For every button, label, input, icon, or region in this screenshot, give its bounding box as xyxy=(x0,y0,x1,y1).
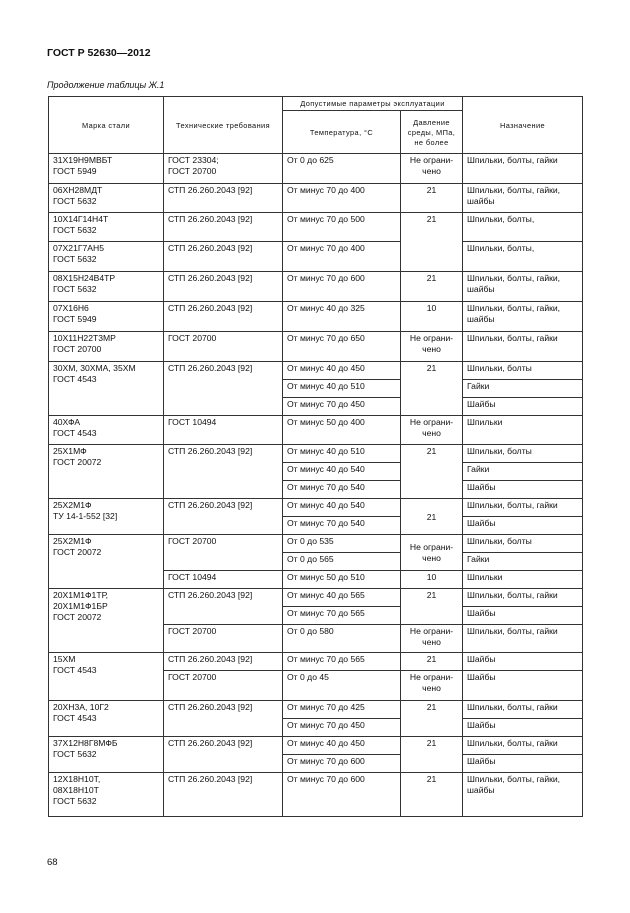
cell-temp: От 0 до 625 xyxy=(283,154,401,184)
cell-pressure: 21 xyxy=(401,499,463,535)
cell-purpose: Шайбы xyxy=(463,653,583,671)
cell-temp: От минус 70 до 565 xyxy=(283,607,401,625)
cell-pressure: 21 xyxy=(401,773,463,817)
cell-purpose: Шпильки, болты, гайки xyxy=(463,499,583,517)
cell-tech: ГОСТ 10494 xyxy=(164,571,283,589)
cell-tech: СТП 26.260.2043 [92] xyxy=(164,701,283,737)
cell-pressure: Не ограни- чено xyxy=(401,416,463,445)
cell-purpose: Шпильки, болты, гайки xyxy=(463,589,583,607)
cell-tech: СТП 26.260.2043 [92] xyxy=(164,589,283,625)
cell-purpose: Шпильки, болты, гайки xyxy=(463,701,583,719)
table-caption: Продолжение таблицы Ж.1 xyxy=(47,80,165,90)
cell-temp: От минус 70 до 600 xyxy=(283,755,401,773)
cell-temp: От минус 70 до 450 xyxy=(283,719,401,737)
cell-tech: СТП 26.260.2043 [92] xyxy=(164,242,283,272)
cell-purpose: Шпильки, болты, гайки xyxy=(463,154,583,184)
cell-temp: От минус 40 до 325 xyxy=(283,302,401,332)
cell-pressure: Не ограни- чено xyxy=(401,154,463,184)
cell-steel: 20ХН3А, 10Г2 ГОСТ 4543 xyxy=(49,701,164,737)
cell-pressure: 21 xyxy=(401,272,463,302)
steel-parameters-table xyxy=(48,96,583,817)
cell-purpose: Шайбы xyxy=(463,607,583,625)
cell-temp: От минус 70 до 450 xyxy=(283,398,401,416)
cell-temp: От минус 40 до 510 xyxy=(283,445,401,463)
cell-pressure: 21 xyxy=(401,701,463,737)
cell-pressure: 21 xyxy=(401,184,463,213)
cell-purpose: Шпильки xyxy=(463,571,583,589)
cell-steel: 20Х1М1Ф1ТР, 20Х1М1Ф1БР ГОСТ 20072 xyxy=(49,589,164,653)
cell-tech: СТП 26.260.2043 [92] xyxy=(164,213,283,242)
header-purpose: Назначение xyxy=(463,97,583,154)
cell-temp: От 0 до 580 xyxy=(283,625,401,653)
cell-temp: От минус 50 до 510 xyxy=(283,571,401,589)
cell-steel: 30ХМ, 30ХМА, 35ХМ ГОСТ 4543 xyxy=(49,362,164,416)
cell-purpose: Шпильки, болты, гайки xyxy=(463,737,583,755)
cell-temp: От минус 50 до 400 xyxy=(283,416,401,445)
cell-temp: От минус 70 до 540 xyxy=(283,481,401,499)
cell-purpose: Шайбы xyxy=(463,398,583,416)
cell-purpose: Шпильки, болты, гайки, шайбы xyxy=(463,302,583,332)
cell-purpose: Шайбы xyxy=(463,481,583,499)
cell-pressure: 10 xyxy=(401,571,463,589)
cell-tech: ГОСТ 23304; ГОСТ 20700 xyxy=(164,154,283,184)
cell-steel: 15ХМ ГОСТ 4543 xyxy=(49,653,164,701)
cell-temp: От минус 70 до 425 xyxy=(283,701,401,719)
cell-purpose: Шпильки, болты, гайки xyxy=(463,625,583,653)
cell-purpose: Шпильки, болты, гайки, шайбы xyxy=(463,773,583,817)
cell-steel: 07Х21Г7АН5 ГОСТ 5632 xyxy=(49,242,164,272)
cell-pressure: 21 xyxy=(401,445,463,499)
cell-temp: От 0 до 535 xyxy=(283,535,401,553)
cell-tech: СТП 26.260.2043 [92] xyxy=(164,499,283,535)
document-header: ГОСТ Р 52630—2012 xyxy=(47,47,151,59)
cell-pressure: 21 xyxy=(401,589,463,625)
cell-temp: От минус 70 до 540 xyxy=(283,517,401,535)
cell-steel: 10Х11Н22Т3МР ГОСТ 20700 xyxy=(49,332,164,362)
cell-pressure: Не ограни- чено xyxy=(401,535,463,571)
cell-pressure: Не ограни- чено xyxy=(401,625,463,653)
cell-tech: СТП 26.260.2043 [92] xyxy=(164,737,283,773)
cell-temp: От 0 до 45 xyxy=(283,671,401,701)
cell-steel: 07Х16Н6 ГОСТ 5949 xyxy=(49,302,164,332)
cell-temp: От минус 70 до 600 xyxy=(283,272,401,302)
cell-steel: 37Х12Н8Г8МФБ ГОСТ 5632 xyxy=(49,737,164,773)
cell-pressure: 21 xyxy=(401,362,463,416)
cell-steel: 12Х18Н10Т, 08Х18Н10Т ГОСТ 5632 xyxy=(49,773,164,817)
cell-purpose: Гайки xyxy=(463,463,583,481)
cell-temp: От минус 40 до 510 xyxy=(283,380,401,398)
cell-tech: ГОСТ 20700 xyxy=(164,332,283,362)
cell-tech: СТП 26.260.2043 [92] xyxy=(164,773,283,817)
cell-purpose: Шпильки, болты xyxy=(463,445,583,463)
cell-purpose: Шпильки, болты, гайки, шайбы xyxy=(463,272,583,302)
cell-purpose: Шпильки xyxy=(463,416,583,445)
cell-purpose: Шпильки, болты, xyxy=(463,242,583,272)
cell-temp: От минус 70 до 565 xyxy=(283,653,401,671)
cell-steel: 25Х2М1Ф ТУ 14-1-552 [32] xyxy=(49,499,164,535)
header-pressure: Давление среды, МПа, не более xyxy=(401,111,463,154)
cell-purpose: Шпильки, болты, гайки xyxy=(463,332,583,362)
cell-tech: СТП 26.260.2043 [92] xyxy=(164,445,283,499)
cell-temp: От минус 70 до 400 xyxy=(283,242,401,272)
cell-purpose: Гайки xyxy=(463,553,583,571)
cell-tech: ГОСТ 20700 xyxy=(164,671,283,701)
cell-tech: СТП 26.260.2043 [92] xyxy=(164,184,283,213)
cell-temp: От минус 40 до 540 xyxy=(283,463,401,481)
cell-purpose: Шпильки, болты, xyxy=(463,213,583,242)
cell-steel: 10Х14Г14Н4Т ГОСТ 5632 xyxy=(49,213,164,242)
cell-temp: От минус 40 до 450 xyxy=(283,362,401,380)
cell-steel: 40ХФА ГОСТ 4543 xyxy=(49,416,164,445)
cell-temp: От минус 40 до 540 xyxy=(283,499,401,517)
header-temperature: Температура, °С xyxy=(283,111,401,154)
cell-steel: 08Х15Н24В4ТР ГОСТ 5632 xyxy=(49,272,164,302)
cell-temp: От 0 до 565 xyxy=(283,553,401,571)
cell-purpose: Шайбы xyxy=(463,719,583,737)
cell-tech: СТП 26.260.2043 [92] xyxy=(164,302,283,332)
cell-purpose: Шайбы xyxy=(463,755,583,773)
cell-tech: ГОСТ 20700 xyxy=(164,625,283,653)
cell-tech: СТП 26.260.2043 [92] xyxy=(164,653,283,671)
cell-temp: От минус 70 до 400 xyxy=(283,184,401,213)
cell-steel: 25Х2М1Ф ГОСТ 20072 xyxy=(49,535,164,589)
cell-tech: СТП 26.260.2043 [92] xyxy=(164,272,283,302)
cell-pressure: Не ограни- чено xyxy=(401,332,463,362)
page-number: 68 xyxy=(47,857,58,868)
cell-pressure: 21 xyxy=(401,213,463,272)
cell-purpose: Гайки xyxy=(463,380,583,398)
cell-pressure: 10 xyxy=(401,302,463,332)
header-steel-grade: Марка стали xyxy=(49,97,164,154)
cell-steel: 25Х1МФ ГОСТ 20072 xyxy=(49,445,164,499)
cell-steel: 06ХН28МДТ ГОСТ 5632 xyxy=(49,184,164,213)
header-tech-requirements: Технические требования xyxy=(164,97,283,154)
cell-purpose: Шайбы xyxy=(463,517,583,535)
cell-tech: ГОСТ 10494 xyxy=(164,416,283,445)
cell-temp: От минус 70 до 650 xyxy=(283,332,401,362)
cell-steel: 31Х19Н9МВБТ ГОСТ 5949 xyxy=(49,154,164,184)
cell-pressure: 21 xyxy=(401,653,463,671)
cell-tech: ГОСТ 20700 xyxy=(164,535,283,571)
cell-pressure: 21 xyxy=(401,737,463,773)
cell-purpose: Шайбы xyxy=(463,671,583,701)
cell-tech: СТП 26.260.2043 [92] xyxy=(164,362,283,416)
cell-temp: От минус 40 до 565 xyxy=(283,589,401,607)
cell-temp: От минус 70 до 500 xyxy=(283,213,401,242)
cell-purpose: Шпильки, болты xyxy=(463,535,583,553)
header-operating-params: Допустимые параметры эксплуатации xyxy=(283,97,463,111)
cell-purpose: Шпильки, болты xyxy=(463,362,583,380)
cell-temp: От минус 40 до 450 xyxy=(283,737,401,755)
cell-purpose: Шпильки, болты, гайки, шайбы xyxy=(463,184,583,213)
cell-temp: От минус 70 до 600 xyxy=(283,773,401,817)
cell-pressure: Не ограни- чено xyxy=(401,671,463,701)
